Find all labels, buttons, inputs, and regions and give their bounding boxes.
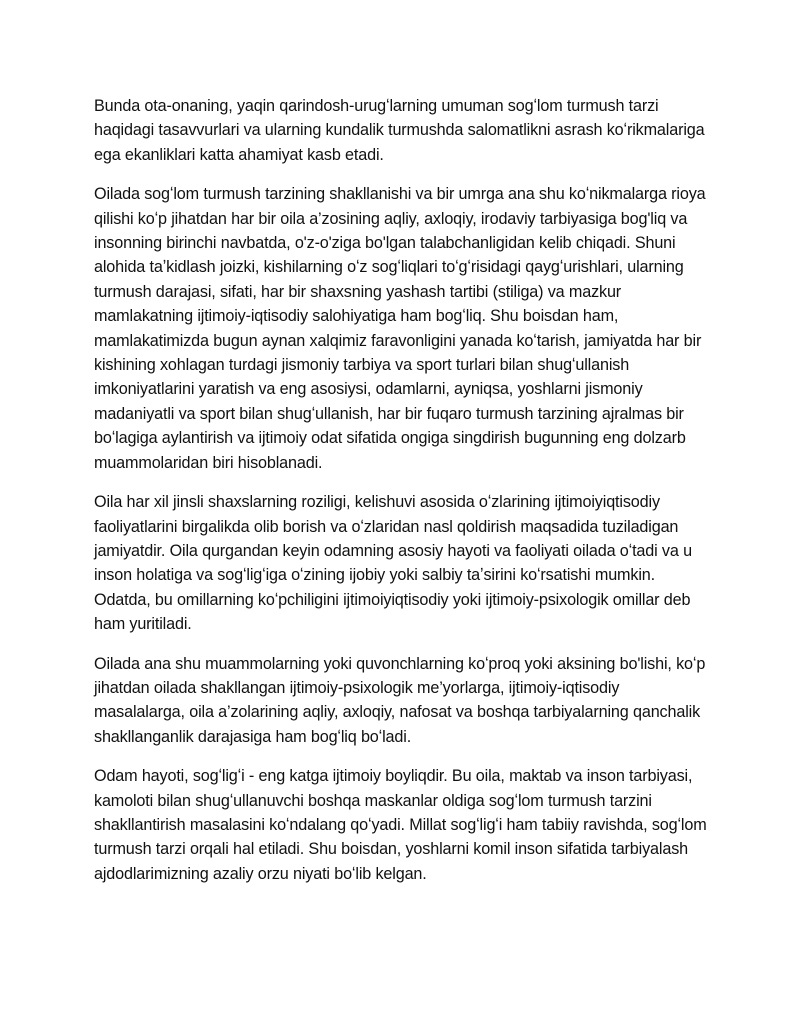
paragraph-4: Oilada ana shu muammolarning yoki quvonchlarning koʻproq yoki aksining bo'lishi, koʻp jihatdan oilada shakllangan ijtimoiy-psixologik me’yorlarga, ijtimoiy-iqtisodiy masalalarga, oila a’zolarining aqliy, axloqiy, nafosat va boshqa tarbiyalarning qanchalik shakllanganlik darajasiga ham bogʻliq boʻladi. <box>94 654 706 746</box>
paragraph-3: Oila har xil jinsli shaxslarning roziligi, kelishuvi asosida oʻzlarining ijtimoiyiqtisodiy faoliyatlarini birgalikda olib borish va oʻzlaridan nasl qoldirish maqsadida tuziladigan jamiyatdir. Oila qurgandan keyin odamning asosiy hayoti va faoliyati oilada oʻtadi va u inson holatiga va sogʻligʻiga oʻzining ijobiy yoki salbiy taʼsirini koʻrsatishi mumkin. Odatda, bu omillarning koʻpchiligini ijtimoiyiqtisodiy yoki ijtimoiy-psixologik omillar deb ham yuritiladi. <box>94 493 692 634</box>
paragraph-1: Bunda ota-onaning, yaqin qarindosh-urugʻlarning umuman sogʻlom turmush tarzi haqidagi tasavvurlari va ularning kundalik turmushda salomatlikni asrash koʻrikmalariga ega ekanliklari katta ahamiyat kasb etadi. <box>94 97 705 164</box>
paragraph-2: Oilada sogʻlom turmush tarzining shakllanishi va bir umrga ana shu koʻnikmalarga rioya qilishi koʻp jihatdan har bir oila a’zosining aqliy, axloqiy, irodaviy tarbiyasiga bog'liq va insonning birinchi navbatda, o'z-o'ziga bo'lgan talabchanligidan kelib chiqadi. Shuni alohida taʼkidlash joizki, kishilarning oʻz sogʻliqlari toʻgʻrisidagi qaygʻurishlari, ularning turmush darajasi, sifati, har bir shaxsning yashash tartibi (stiliga) va mazkur mamlakatning ijtimoiy-iqtisodiy salohiyatiga ham bogʻliq. Shu boisdan ham, mamlakatimizda bugun aynan xalqimiz faravonligini yanada koʻtarish, jamiyatda har bir kishining xohlagan turdagi jismoniy tarbiya va sport turlari bilan shugʻullanish imkoniyatlarini yaratish va eng asosiysi, odamlarni, ayniqsa, yoshlarni jismoniy madaniyatli va sport bilan shugʻullanish, har bir fuqaro turmush tarzining ajralmas bir boʻlagiga aylantirish va ijtimoiy odat sifatida ongiga singdirish bugunning eng dolzarb muammolaridan biri hisoblanadi. <box>94 185 706 472</box>
document-body <box>94 94 714 901</box>
paragraph-5: Odam hayoti, sogʻligʻi - eng katga ijtimoiy boyliqdir. Bu oila, maktab va inson tarbiyasi, kamoloti bilan shugʻullanuvchi boshqa maskanlar oldiga sogʻlom turmush tarzini shakllantirish masalasini koʻndalang qoʻyadi. Millat sogʻligʻi ham tabiiy ravishda, sogʻlom turmush tarzi orqali hal etiladi. Shu boisdan, yoshlarni komil inson sifatida tarbiyalash ajdodlarimizning azaliy orzu niyati boʻlib kelgan. <box>94 767 707 883</box>
